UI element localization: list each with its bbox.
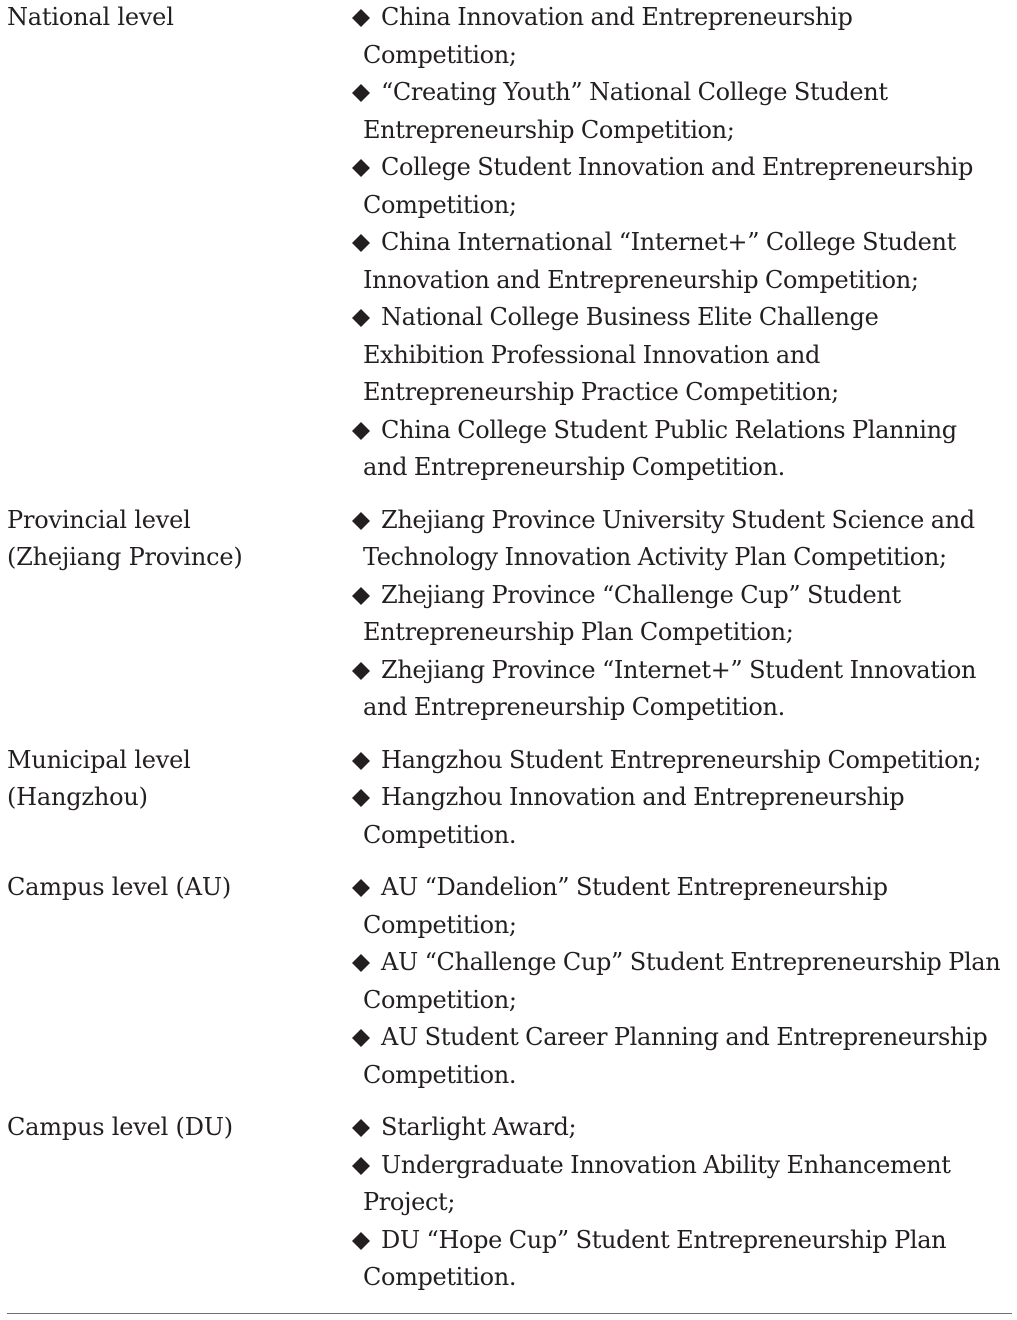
level-cell bbox=[0, 0, 340, 37]
list-item: DU “Hope Cup” Student Entrepreneurship Plan Competition. bbox=[352, 1222, 1002, 1297]
level-label-sub: (Hangzhou) bbox=[7, 783, 148, 811]
list-item: China Innovation and Entrepreneurship Competition; bbox=[352, 0, 1002, 74]
black-diamond-icon bbox=[352, 752, 370, 770]
level-cell bbox=[0, 742, 340, 817]
competition-list bbox=[340, 0, 1002, 487]
level-cell bbox=[0, 869, 340, 907]
table-row-campus-du bbox=[0, 1109, 1017, 1297]
level-label: Campus level (DU) bbox=[7, 1113, 233, 1141]
competition-list bbox=[340, 1109, 1002, 1297]
list-item: Hangzhou Innovation and Entrepreneurship Competition. bbox=[352, 779, 1002, 854]
black-diamond-icon bbox=[352, 84, 370, 102]
black-diamond-icon bbox=[352, 789, 370, 807]
list-item: AU “Challenge Cup” Student Entrepreneurship Plan Competition; bbox=[352, 944, 1002, 1019]
level-cell bbox=[0, 502, 340, 577]
list-item: Hangzhou Student Entrepreneurship Competition; bbox=[352, 742, 1002, 780]
list-item: AU Student Career Planning and Entrepreneurship Competition. bbox=[352, 1019, 1002, 1094]
competition-list bbox=[340, 869, 1002, 1094]
list-item: Zhejiang Province University Student Science and Technology Innovation Activity Plan Competition; bbox=[352, 502, 1002, 577]
table-row-provincial bbox=[0, 502, 1017, 727]
table-bottom-rule bbox=[7, 1313, 1012, 1314]
list-item: Zhejiang Province “Internet+” Student Innovation and Entrepreneurship Competition. bbox=[352, 652, 1002, 727]
competition-list bbox=[340, 742, 1002, 855]
black-diamond-icon bbox=[352, 954, 370, 972]
black-diamond-icon bbox=[352, 309, 370, 327]
table-row-national bbox=[0, 0, 1017, 487]
list-item: China College Student Public Relations Planning and Entrepreneurship Competition. bbox=[352, 412, 1002, 487]
competition-list bbox=[340, 502, 1002, 727]
black-diamond-icon bbox=[352, 159, 370, 177]
level-label: National level bbox=[7, 3, 174, 31]
black-diamond-icon bbox=[352, 587, 370, 605]
black-diamond-icon bbox=[352, 1157, 370, 1175]
list-item: College Student Innovation and Entrepreneurship Competition; bbox=[352, 149, 1002, 224]
black-diamond-icon bbox=[352, 422, 370, 440]
list-item: China International “Internet+” College Student Innovation and Entrepreneurship Competition; bbox=[352, 224, 1002, 299]
list-item: Undergraduate Innovation Ability Enhancement Project; bbox=[352, 1147, 1002, 1222]
level-label: Provincial level bbox=[7, 505, 191, 534]
level-label: Campus level (AU) bbox=[7, 873, 232, 901]
level-label-sub: (Zhejiang Province) bbox=[7, 543, 243, 571]
black-diamond-icon bbox=[352, 512, 370, 530]
table-row-campus-au bbox=[0, 869, 1017, 1094]
black-diamond-icon bbox=[352, 1232, 370, 1250]
list-item: Starlight Award; bbox=[352, 1109, 1002, 1147]
black-diamond-icon bbox=[352, 234, 370, 252]
black-diamond-icon bbox=[352, 662, 370, 680]
list-item: AU “Dandelion” Student Entrepreneurship Competition; bbox=[352, 869, 1002, 944]
level-cell bbox=[0, 1109, 340, 1147]
level-label: Municipal level bbox=[7, 745, 191, 774]
black-diamond-icon bbox=[352, 1119, 370, 1137]
black-diamond-icon bbox=[352, 879, 370, 897]
list-item: “Creating Youth” National College Student Entrepreneurship Competition; bbox=[352, 74, 1002, 149]
list-item: Zhejiang Province “Challenge Cup” Student Entrepreneurship Plan Competition; bbox=[352, 577, 1002, 652]
list-item: National College Business Elite Challenge Exhibition Professional Innovation and Entrepreneurship Practice Competition; bbox=[352, 299, 1002, 412]
black-diamond-icon bbox=[352, 9, 370, 27]
black-diamond-icon bbox=[352, 1029, 370, 1047]
table-row-municipal bbox=[0, 742, 1017, 855]
